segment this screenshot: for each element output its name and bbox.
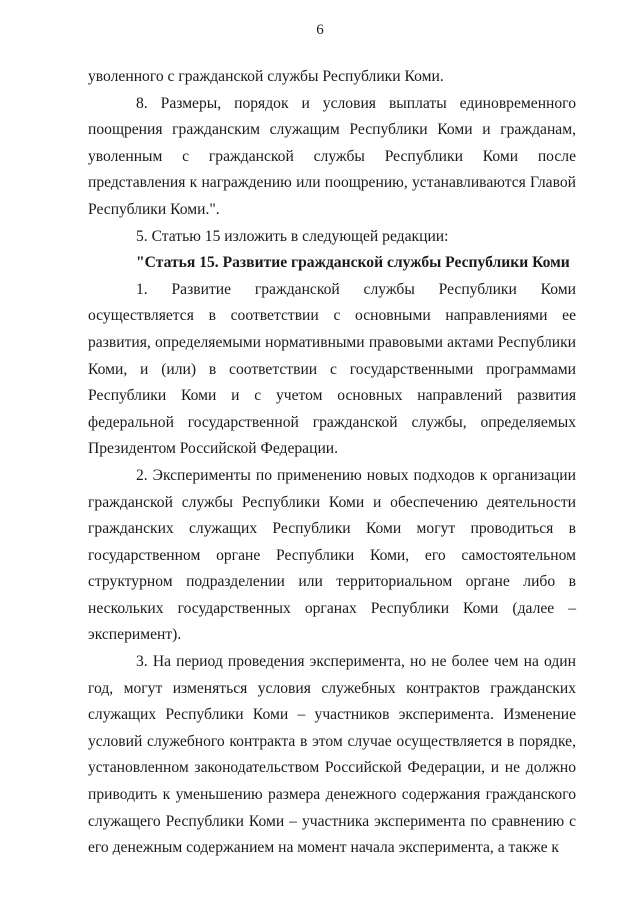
document-body xyxy=(88,64,576,862)
paragraph-article-15-part-3: 3. На период проведения эксперимента, но не более чем на один год, могут изменяться условия служебных контрактов гражданских служащих Республики Коми – участников эксперимента. Изменение условий служебного контракта в этом случае осуществляется в порядке, установленном законодательством Российской Федерации, и не должно приводить к уменьшению размера денежного содержания гражданского служащего Республики Коми – участника эксперимента по сравнению с его денежным содержанием на момент начала эксперимента, а также к xyxy=(88,653,576,857)
paragraph-article-15-part-1: 1. Развитие гражданской службы Республики Коми осуществляется в соответствии с основными направлениями ее развития, определяемыми нормативными правовыми актами Республики Коми, и (или) в соответствии с государственными программами Республики Коми и с учетом основных направлений развития федеральной государственной гражданской службы, определяемых Президентом Российской Федерации. xyxy=(88,280,576,458)
paragraph-item-8: 8. Размеры, порядок и условия выплаты единовременного поощрения гражданским служащим Республики Коми и гражданам, уволенным с гражданской службы Республики Коми после представления к награждению или поощрению, устанавливаются Главой Республики Коми.". xyxy=(88,94,576,218)
paragraph-amendment-5: 5. Статью 15 изложить в следующей редакции: xyxy=(136,227,449,245)
paragraph-continuation: уволенного с гражданской службы Республики Коми. xyxy=(88,68,444,85)
paragraph-article-15-part-2: 2. Эксперименты по применению новых подходов к организации гражданской службы Республики Коми и обеспечению деятельности гражданских служащих Республики Коми могут проводиться в государственном органе Республики Коми, его самостоятельном структурном подразделении или территориальном органе либо в нескольких государственных органах Республики Коми (далее – эксперимент). xyxy=(88,466,576,644)
page-number: 6 xyxy=(316,22,324,38)
article-15-heading: "Статья 15. Развитие гражданской службы Республики Коми xyxy=(136,254,570,272)
